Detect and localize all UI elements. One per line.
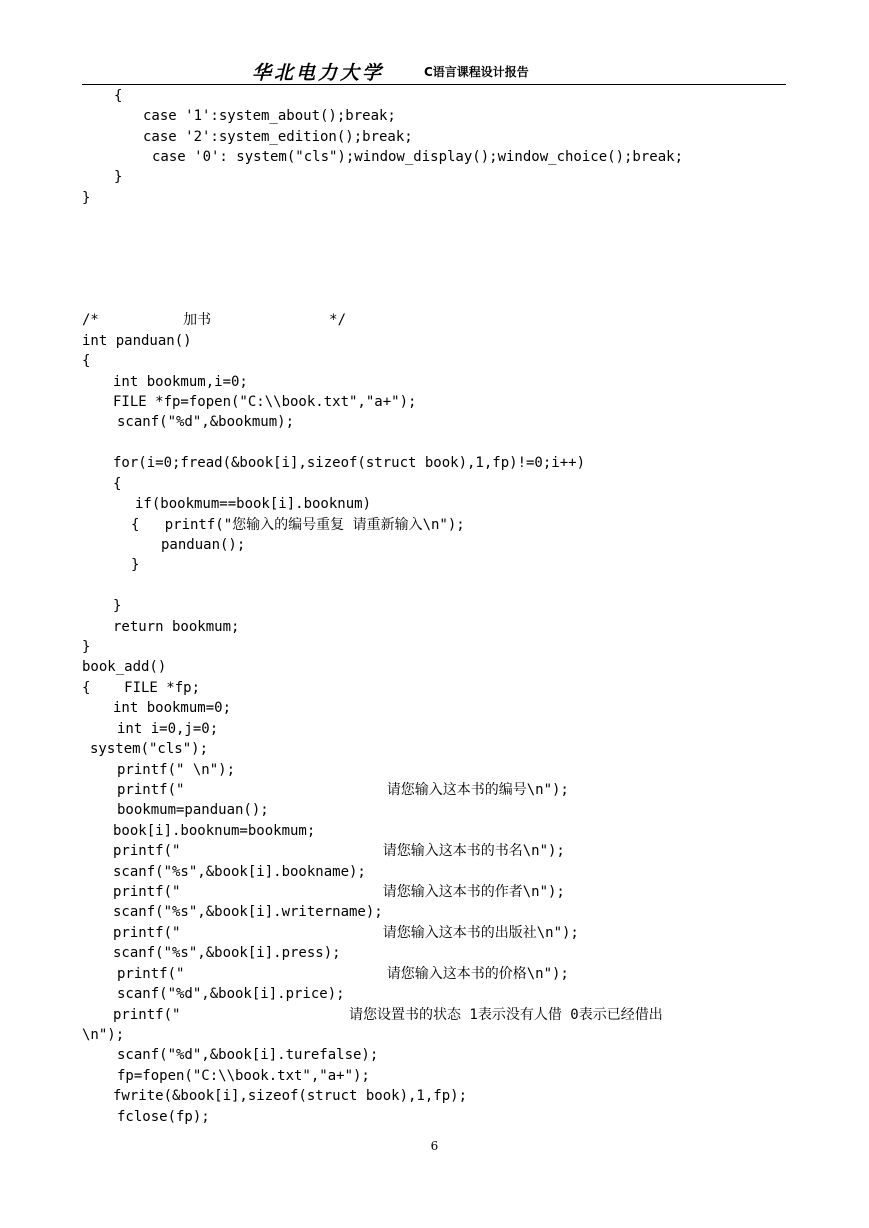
code-line: scanf("%s",&book[i].press); (113, 945, 341, 961)
code-line: scanf("%s",&book[i].writername); (113, 904, 383, 920)
code-line: scanf("%s",&book[i].bookname); (113, 864, 366, 880)
code-line: { (114, 88, 123, 104)
code-line: printf(" 请您输入这本书的出版社\n"); (113, 925, 579, 941)
university-logo: 华北电力大学 (252, 62, 385, 84)
code-line: scanf("%d",&book[i].price); (117, 986, 345, 1002)
code-line: book_add() (82, 659, 167, 675)
code-line: case '2':system_edition();break; (143, 129, 413, 145)
code-line: printf(" 请您输入这本书的编号\n"); (117, 782, 569, 798)
code-line: fwrite(&book[i],sizeof(struct book),1,fp); (113, 1088, 468, 1104)
code-line: panduan(); (161, 537, 246, 553)
code-line: for(i=0;fread(&book[i],sizeof(struct book),1,fp)!=0;i++) (113, 455, 586, 471)
code-line: if(bookmum==book[i].booknum) (135, 496, 372, 512)
code-line: } (131, 557, 140, 573)
code-line: { FILE *fp; (82, 680, 201, 696)
code-line: int bookmum=0; (113, 700, 232, 716)
code-line: { (113, 476, 122, 492)
code-line: int bookmum,i=0; (113, 374, 248, 390)
code-line: /* 加书 */ (82, 312, 347, 328)
code-line: book[i].booknum=bookmum; (113, 823, 316, 839)
code-line: FILE *fp=fopen("C:\\book.txt","a+"); (113, 394, 417, 410)
code-line: int i=0,j=0; (117, 721, 219, 737)
code-line: return bookmum; (113, 619, 240, 635)
code-line: printf(" 请您输入这本书的价格\n"); (117, 966, 569, 982)
code-line: scanf("%d",&book[i].turefalse); (117, 1047, 379, 1063)
code-line: bookmum=panduan(); (117, 802, 269, 818)
code-line: fp=fopen("C:\\book.txt","a+"); (117, 1068, 370, 1084)
code-line: \n"); (82, 1027, 125, 1043)
code-line: } (113, 598, 122, 614)
code-line: } (82, 190, 91, 206)
page-number: 6 (430, 1139, 439, 1153)
page-header (82, 56, 786, 85)
code-line: { (82, 353, 91, 369)
code-line: printf(" 请您设置书的状态 1表示没有人借 0表示已经借出 (113, 1007, 663, 1023)
code-line: system("cls"); (90, 741, 209, 757)
code-line: { printf("您输入的编号重复 请重新输入\n"); (131, 517, 465, 533)
code-line: } (82, 639, 91, 655)
code-line: scanf("%d",&bookmum); (117, 414, 295, 430)
code-line: printf(" \n"); (117, 762, 236, 778)
code-line: case '0': system("cls");window_display();window_choice();break; (152, 149, 684, 165)
code-line: printf(" 请您输入这本书的书名\n"); (113, 843, 565, 859)
code-line: printf(" 请您输入这本书的作者\n"); (113, 884, 565, 900)
code-line: fclose(fp); (117, 1109, 210, 1125)
code-line: case '1':system_about();break; (143, 108, 396, 124)
code-line: } (114, 169, 123, 185)
course-title: C语言课程设计报告 (424, 65, 529, 79)
code-line: int panduan() (82, 333, 192, 349)
